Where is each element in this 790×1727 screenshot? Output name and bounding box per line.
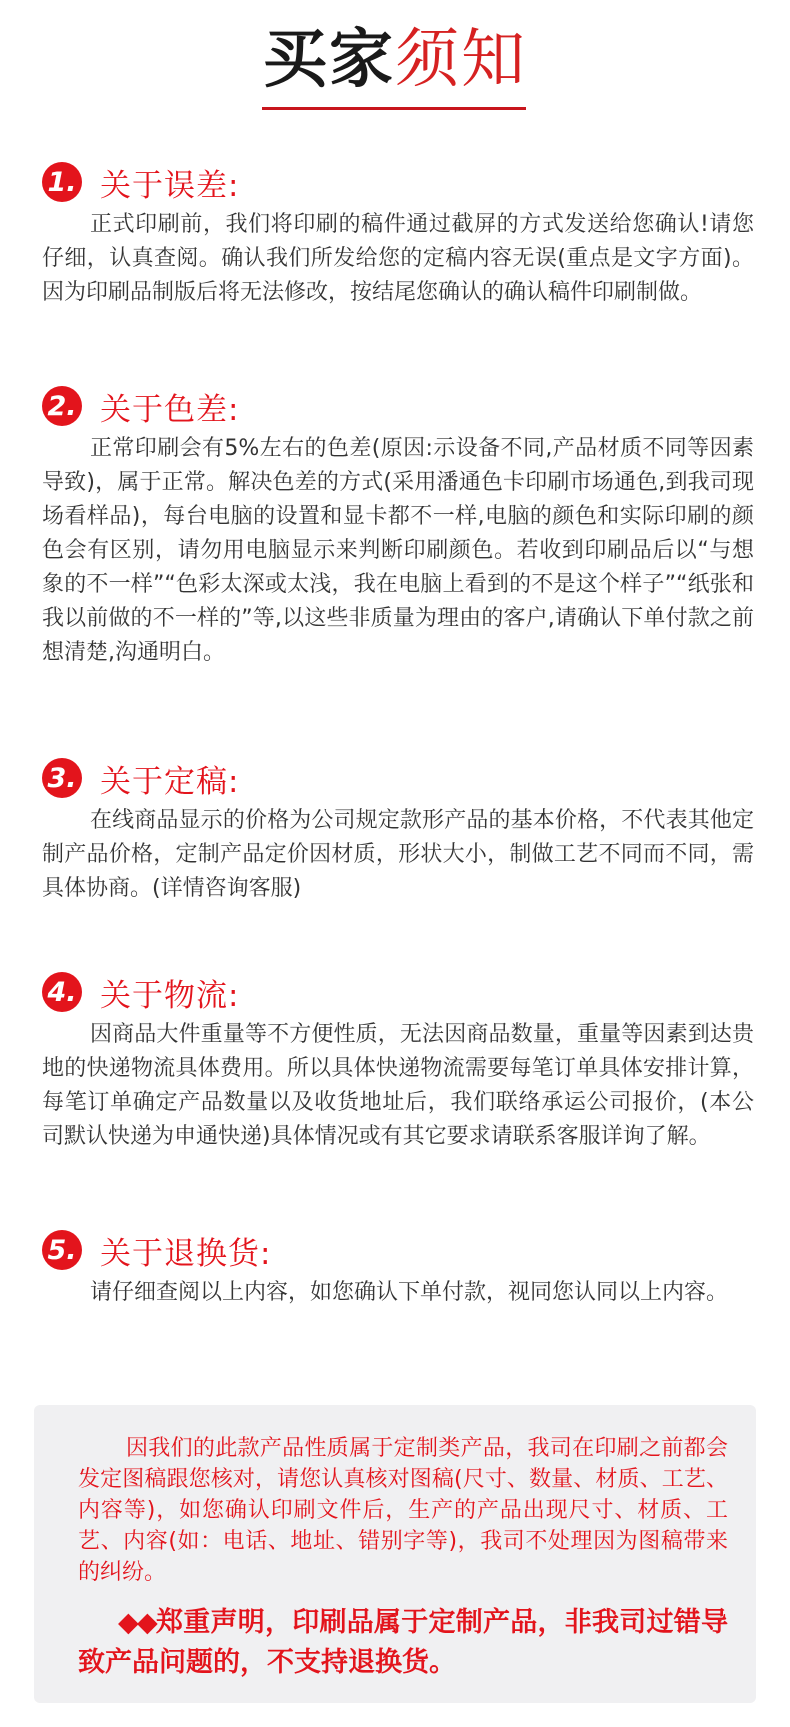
page-title [263, 22, 527, 98]
section-heading [42, 382, 754, 430]
section-title: 关于物流: [100, 977, 240, 1014]
section-body: 正常印刷会有5%左右的色差(原因:示设备不同,产品材质不同等因素导致)，属于正常。解决色差的方式(采用潘通色卡印刷市场通色,到我司现场看样品)，每台电脑的设置和显卡都不一样,电脑的颜色和实际印刷的颜色会有区别，请勿用电脑显示来判断印刷颜色。若收到印刷品后以“与想象的不一样”“色彩太深或太浅，我在电脑上看到的不是这个样子”“纸张和我以前做的不一样的”等,以这些非质量为理由的客户,请确认下单付款之前想清楚,沟通明白。 [42, 436, 754, 665]
section-title: 关于色差: [100, 391, 240, 428]
section-heading [42, 754, 754, 802]
number-badge: 2. [42, 386, 82, 426]
disclaimer-text: 郑重声明，印刷品属于定制产品，非我司过错导致产品问题的，不支持退换货。 [78, 1607, 729, 1678]
section-heading [42, 158, 754, 206]
section-title: 关于定稿: [100, 763, 240, 800]
section-title: 关于误差: [100, 167, 240, 204]
section-body: 正式印刷前，我们将印刷的稿件通过截屏的方式发送给您确认!请您仔细，认真查阅。确认我们所发给您的定稿内容无误(重点是文字方面)。因为印刷品制版后将无法修改，按结尾您确认的确认稿件印刷制做。 [42, 212, 754, 305]
number-badge: 3. [42, 758, 82, 798]
section-error [42, 158, 754, 310]
notice-box [34, 1405, 756, 1703]
title-underline [262, 107, 526, 110]
page-title-black: 买家 [263, 23, 395, 97]
page-header [0, 22, 790, 98]
section-final-draft [42, 754, 754, 906]
page-title-red: 须知 [395, 23, 527, 97]
section-returns [42, 1226, 754, 1310]
section-color-difference [42, 382, 754, 670]
number-badge: 5. [42, 1230, 82, 1270]
section-body: 因商品大件重量等不方便性质，无法因商品数量，重量等因素到达贵地的快递物流具体费用。所以具体快递物流需要每笔订单具体安排计算，每笔订单确定产品数量以及收货地址后，我们联络承运公司报价，(本公司默认快递为申通快递)具体情况或有其它要求请联系客服详询了解。 [42, 1022, 754, 1149]
number-badge: 4. [42, 972, 82, 1012]
section-heading [42, 968, 754, 1016]
section-body: 在线商品显示的价格为公司规定款形产品的基本价格，不代表其他定制产品价格，定制产品定价因材质，形状大小，制做工艺不同而不同，需具体协商。(详情咨询客服) [42, 808, 754, 901]
notice-text: 因我们的此款产品性质属于定制类产品，我司在印刷之前都会发定图稿跟您核对，请您认真核对图稿(尺寸、数量、材质、工艺、内容等)，如您确认印刷文件后，生产的产品出现尺寸、材质、工艺、内容(如：电话、地址、错别字等)，我司不处理因为图稿带来的纠纷。 [78, 1436, 728, 1585]
section-logistics [42, 968, 754, 1154]
section-title: 关于退换货: [100, 1235, 272, 1272]
number-badge: 1. [42, 162, 82, 202]
diamond-icon: ◆◆ [118, 1607, 157, 1638]
section-body: 请仔细查阅以上内容，如您确认下单付款，视同您认同以上内容。 [90, 1280, 729, 1305]
disclaimer-statement [78, 1603, 728, 1683]
section-heading [42, 1226, 754, 1274]
